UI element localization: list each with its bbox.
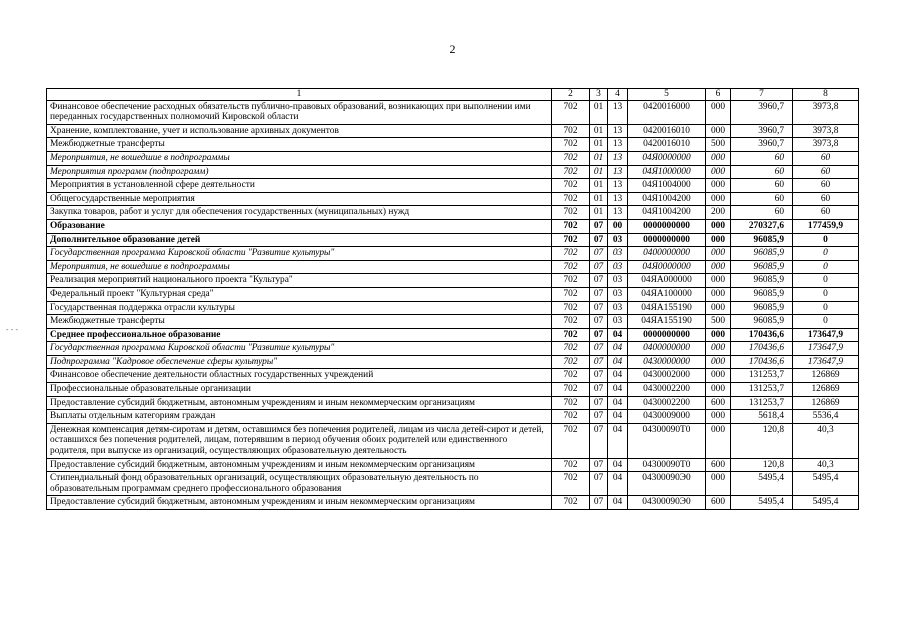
row-target-article-cell: 04ЯА155190 [628,315,706,329]
table-row [47,472,859,496]
scan-artifact: - - - [6,326,19,334]
table-row [47,151,859,165]
row-subsection-cell: 04 [608,328,628,342]
row-code-cell: 702 [552,287,590,301]
row-subsection-cell: 13 [608,192,628,206]
row-subsection-cell: 03 [608,260,628,274]
row-target-article-cell: 0000000000 [628,328,706,342]
row-subsection-cell: 04 [608,472,628,496]
row-code-cell: 702 [552,315,590,329]
page-number: 2 [449,42,456,56]
row-section-cell: 07 [590,260,608,274]
row-amount-year1-cell: 96085,9 [731,260,793,274]
row-amount-year2-cell: 3973,8 [793,100,859,124]
row-amount-year2-cell: 177459,9 [793,219,859,233]
table-header-row [47,89,859,101]
row-amount-year1-cell: 120,8 [731,423,793,458]
row-section-cell: 07 [590,247,608,261]
row-amount-year2-cell: 5495,4 [793,472,859,496]
row-amount-year2-cell: 60 [793,151,859,165]
row-expense-type-cell: 000 [706,342,731,356]
row-target-article-cell: 0400000000 [628,247,706,261]
row-subsection-cell: 03 [608,247,628,261]
row-amount-year1-cell: 5495,4 [731,496,793,510]
row-amount-year1-cell: 3960,7 [731,138,793,152]
row-target-article-cell: 0420016000 [628,100,706,124]
row-expense-type-cell: 000 [706,423,731,458]
row-amount-year1-cell: 96085,9 [731,274,793,288]
row-name-cell: Финансовое обеспечение деятельности областных государственных учреждений [47,369,552,383]
row-amount-year1-cell: 60 [731,206,793,220]
row-amount-year2-cell: 0 [793,315,859,329]
row-amount-year1-cell: 96085,9 [731,233,793,247]
row-name-cell: Мероприятия в установленной сфере деятельности [47,179,552,193]
row-target-article-cell: 0400000000 [628,342,706,356]
table-row [47,124,859,138]
row-target-article-cell: 0430002000 [628,369,706,383]
table-row [47,219,859,233]
table-row [47,247,859,261]
row-expense-type-cell: 600 [706,396,731,410]
row-code-cell: 702 [552,410,590,424]
row-name-cell: Мероприятия, не вошедшие в подпрограммы [47,151,552,165]
budget-table [46,88,859,510]
row-subsection-cell: 03 [608,301,628,315]
row-section-cell: 07 [590,315,608,329]
row-name-cell: Денежная компенсация детям-сиротам и детям, оставшимся без попечения родителей, лицам из числа детей-сирот и детей, оставшихся без попечения родителей, лицам, потерявшим в период обучения обоих родителей или единственного родителя, при выпуске из организаций, осуществляющих образовательную деятельность [47,423,552,458]
row-subsection-cell: 03 [608,233,628,247]
row-target-article-cell: 04300090Т0 [628,423,706,458]
row-section-cell: 07 [590,369,608,383]
row-code-cell: 702 [552,369,590,383]
table-row [47,100,859,124]
row-name-cell: Межбюджетные трансферты [47,138,552,152]
row-amount-year2-cell: 173647,9 [793,328,859,342]
row-target-article-cell: 04Я0000000 [628,151,706,165]
row-amount-year1-cell: 60 [731,151,793,165]
table-row [47,192,859,206]
row-section-cell: 01 [590,100,608,124]
row-subsection-cell: 04 [608,369,628,383]
row-target-article-cell: 0420016010 [628,124,706,138]
row-expense-type-cell: 000 [706,472,731,496]
table-row [47,458,859,472]
row-code-cell: 702 [552,396,590,410]
row-code-cell: 702 [552,179,590,193]
row-expense-type-cell: 000 [706,151,731,165]
row-amount-year1-cell: 5618,4 [731,410,793,424]
row-amount-year1-cell: 131253,7 [731,369,793,383]
row-code-cell: 702 [552,151,590,165]
row-subsection-cell: 04 [608,355,628,369]
row-section-cell: 07 [590,496,608,510]
row-amount-year1-cell: 96085,9 [731,287,793,301]
table-row [47,423,859,458]
header-cell: 1 [47,89,552,101]
row-amount-year2-cell: 40,3 [793,458,859,472]
row-subsection-cell: 13 [608,100,628,124]
row-expense-type-cell: 000 [706,124,731,138]
row-expense-type-cell: 600 [706,458,731,472]
row-target-article-cell: 04ЯА155190 [628,301,706,315]
row-amount-year1-cell: 3960,7 [731,100,793,124]
row-amount-year2-cell: 60 [793,165,859,179]
row-expense-type-cell: 000 [706,192,731,206]
row-amount-year2-cell: 40,3 [793,423,859,458]
table-row [47,315,859,329]
table-row [47,138,859,152]
row-amount-year1-cell: 3960,7 [731,124,793,138]
row-target-article-cell: 04300090Т0 [628,458,706,472]
row-code-cell: 702 [552,247,590,261]
row-amount-year1-cell: 131253,7 [731,383,793,397]
row-expense-type-cell: 500 [706,315,731,329]
row-amount-year2-cell: 0 [793,301,859,315]
table-row [47,301,859,315]
row-target-article-cell: 04ЯА100000 [628,287,706,301]
row-name-cell: Государственная поддержка отрасли культуры [47,301,552,315]
row-name-cell: Предоставление субсидий бюджетным, автономным учреждениям и иным некоммерческим организациям [47,396,552,410]
row-name-cell: Реализация мероприятий национального проекта "Культура" [47,274,552,288]
row-amount-year1-cell: 170436,6 [731,342,793,356]
table-row [47,206,859,220]
row-target-article-cell: 0420016010 [628,138,706,152]
row-name-cell: Общегосударственные мероприятия [47,192,552,206]
row-section-cell: 01 [590,165,608,179]
table-row [47,179,859,193]
row-amount-year1-cell: 60 [731,179,793,193]
row-name-cell: Профессиональные образовательные организации [47,383,552,397]
row-amount-year2-cell: 5536,4 [793,410,859,424]
row-subsection-cell: 13 [608,151,628,165]
row-amount-year1-cell: 170436,6 [731,328,793,342]
row-section-cell: 07 [590,301,608,315]
row-amount-year1-cell: 60 [731,165,793,179]
row-target-article-cell: 04Я1004200 [628,192,706,206]
row-section-cell: 07 [590,328,608,342]
row-expense-type-cell: 500 [706,138,731,152]
row-expense-type-cell: 000 [706,179,731,193]
row-section-cell: 07 [590,287,608,301]
row-code-cell: 702 [552,165,590,179]
row-subsection-cell: 04 [608,423,628,458]
row-amount-year2-cell: 173647,9 [793,342,859,356]
row-expense-type-cell: 000 [706,355,731,369]
row-code-cell: 702 [552,233,590,247]
row-code-cell: 702 [552,124,590,138]
row-name-cell: Стипендиальный фонд образовательных организаций, осуществляющих образовательную деятельность по образовательным программам среднего профессионального образования [47,472,552,496]
row-subsection-cell: 13 [608,138,628,152]
row-amount-year1-cell: 170436,6 [731,355,793,369]
row-expense-type-cell: 000 [706,410,731,424]
row-code-cell: 702 [552,301,590,315]
row-amount-year2-cell: 60 [793,206,859,220]
row-code-cell: 702 [552,274,590,288]
row-amount-year2-cell: 173647,9 [793,355,859,369]
row-name-cell: Выплаты отдельным категориям граждан [47,410,552,424]
row-section-cell: 01 [590,138,608,152]
row-amount-year2-cell: 0 [793,260,859,274]
row-amount-year2-cell: 126869 [793,369,859,383]
table-row [47,274,859,288]
row-code-cell: 702 [552,192,590,206]
row-expense-type-cell: 000 [706,100,731,124]
header-cell: 2 [552,89,590,101]
row-expense-type-cell: 000 [706,247,731,261]
row-code-cell: 702 [552,206,590,220]
row-section-cell: 01 [590,151,608,165]
row-target-article-cell: 0000000000 [628,219,706,233]
row-target-article-cell: 0430000000 [628,355,706,369]
row-name-cell: Закупка товаров, работ и услуг для обеспечения государственных (муниципальных) нужд [47,206,552,220]
row-subsection-cell: 04 [608,396,628,410]
row-name-cell: Финансовое обеспечение расходных обязательств публично-правовых образований, возникающих при выполнении ими переданных государственных полномочий Кировской области [47,100,552,124]
row-code-cell: 702 [552,355,590,369]
row-target-article-cell: 0000000000 [628,233,706,247]
row-amount-year2-cell: 3973,8 [793,138,859,152]
row-section-cell: 07 [590,233,608,247]
row-name-cell: Хранение, комплектование, учет и использование архивных документов [47,124,552,138]
row-name-cell: Государственная программа Кировской области "Развитие культуры" [47,247,552,261]
table-row [47,496,859,510]
table-row [47,410,859,424]
row-code-cell: 702 [552,423,590,458]
row-amount-year2-cell: 60 [793,192,859,206]
row-section-cell: 01 [590,192,608,206]
row-amount-year2-cell: 5495,4 [793,496,859,510]
header-cell: 5 [628,89,706,101]
row-name-cell: Предоставление субсидий бюджетным, автономным учреждениям и иным некоммерческим организациям [47,458,552,472]
row-amount-year1-cell: 96085,9 [731,315,793,329]
table-row [47,233,859,247]
row-expense-type-cell: 000 [706,287,731,301]
row-subsection-cell: 04 [608,458,628,472]
row-expense-type-cell: 000 [706,165,731,179]
row-subsection-cell: 03 [608,274,628,288]
row-expense-type-cell: 600 [706,496,731,510]
row-amount-year1-cell: 96085,9 [731,247,793,261]
row-expense-type-cell: 000 [706,260,731,274]
row-name-cell: Предоставление субсидий бюджетным, автономным учреждениям и иным некоммерческим организациям [47,496,552,510]
row-name-cell: Мероприятия, не вошедшие в подпрограммы [47,260,552,274]
table-row [47,165,859,179]
header-cell: 8 [793,89,859,101]
row-subsection-cell: 13 [608,124,628,138]
row-target-article-cell: 04Я1000000 [628,165,706,179]
row-expense-type-cell: 000 [706,369,731,383]
row-code-cell: 702 [552,383,590,397]
row-name-cell: Среднее профессиональное образование [47,328,552,342]
row-subsection-cell: 00 [608,219,628,233]
row-target-article-cell: 04Я1004000 [628,179,706,193]
row-subsection-cell: 04 [608,496,628,510]
row-subsection-cell: 03 [608,287,628,301]
row-section-cell: 07 [590,458,608,472]
row-expense-type-cell: 000 [706,219,731,233]
table-row [47,396,859,410]
row-section-cell: 07 [590,423,608,458]
table-row [47,369,859,383]
row-expense-type-cell: 000 [706,274,731,288]
row-code-cell: 702 [552,472,590,496]
row-amount-year1-cell: 96085,9 [731,301,793,315]
row-name-cell: Образование [47,219,552,233]
table-row [47,260,859,274]
row-section-cell: 01 [590,206,608,220]
row-expense-type-cell: 000 [706,301,731,315]
row-name-cell: Межбюджетные трансферты [47,315,552,329]
row-expense-type-cell: 000 [706,328,731,342]
row-amount-year1-cell: 5495,4 [731,472,793,496]
row-target-article-cell: 0430002200 [628,383,706,397]
row-code-cell: 702 [552,458,590,472]
row-name-cell: Федеральный проект "Культурная среда" [47,287,552,301]
row-code-cell: 702 [552,138,590,152]
row-target-article-cell: 04300090Э0 [628,496,706,510]
row-code-cell: 702 [552,342,590,356]
row-subsection-cell: 04 [608,383,628,397]
row-target-article-cell: 04300090Э0 [628,472,706,496]
header-cell: 6 [706,89,731,101]
row-expense-type-cell: 000 [706,233,731,247]
row-code-cell: 702 [552,328,590,342]
row-section-cell: 07 [590,383,608,397]
row-section-cell: 07 [590,342,608,356]
row-section-cell: 07 [590,355,608,369]
row-amount-year2-cell: 60 [793,179,859,193]
row-section-cell: 07 [590,472,608,496]
row-amount-year2-cell: 126869 [793,396,859,410]
row-section-cell: 07 [590,219,608,233]
header-cell: 4 [608,89,628,101]
row-amount-year2-cell: 126869 [793,383,859,397]
row-amount-year1-cell: 60 [731,192,793,206]
row-subsection-cell: 03 [608,315,628,329]
header-cell: 7 [731,89,793,101]
row-amount-year2-cell: 0 [793,287,859,301]
row-amount-year2-cell: 0 [793,247,859,261]
row-target-article-cell: 04Я0000000 [628,260,706,274]
row-expense-type-cell: 000 [706,383,731,397]
row-expense-type-cell: 200 [706,206,731,220]
row-code-cell: 702 [552,496,590,510]
row-amount-year1-cell: 131253,7 [731,396,793,410]
row-code-cell: 702 [552,260,590,274]
row-section-cell: 07 [590,274,608,288]
row-code-cell: 702 [552,100,590,124]
table-row [47,342,859,356]
row-amount-year1-cell: 270327,6 [731,219,793,233]
row-subsection-cell: 04 [608,410,628,424]
row-target-article-cell: 0430009000 [628,410,706,424]
row-subsection-cell: 13 [608,179,628,193]
row-subsection-cell: 13 [608,206,628,220]
row-name-cell: Дополнительное образование детей [47,233,552,247]
row-amount-year1-cell: 120,8 [731,458,793,472]
row-section-cell: 07 [590,410,608,424]
row-code-cell: 702 [552,219,590,233]
row-section-cell: 01 [590,179,608,193]
row-amount-year2-cell: 0 [793,233,859,247]
table-row [47,355,859,369]
header-cell: 3 [590,89,608,101]
row-target-article-cell: 0430002200 [628,396,706,410]
row-amount-year2-cell: 0 [793,274,859,288]
row-target-article-cell: 04Я1004200 [628,206,706,220]
row-subsection-cell: 13 [608,165,628,179]
row-section-cell: 07 [590,396,608,410]
row-target-article-cell: 04ЯА000000 [628,274,706,288]
table-row [47,287,859,301]
table-row [47,383,859,397]
row-name-cell: Мероприятия программ (подпрограмм) [47,165,552,179]
row-amount-year2-cell: 3973,8 [793,124,859,138]
row-section-cell: 01 [590,124,608,138]
table-row [47,328,859,342]
row-name-cell: Государственная программа Кировской области "Развитие культуры" [47,342,552,356]
row-name-cell: Подпрограмма "Кадровое обеспечение сферы культуры" [47,355,552,369]
row-subsection-cell: 04 [608,342,628,356]
